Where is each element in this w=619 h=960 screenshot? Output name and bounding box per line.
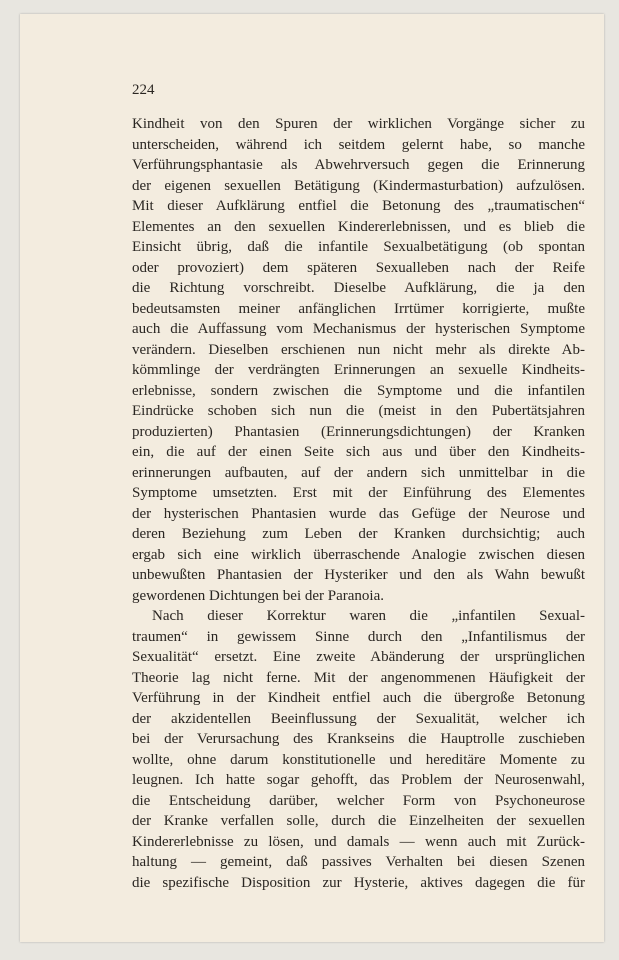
text-line: Eindrücke schoben sich nun die (meist in den Pubertätsjahren [132,403,585,419]
text-line: Theorie lag nicht ferne. Mit der angenommenen Häufigkeit der [132,669,585,686]
text-line: Verführungsphantasie als Abwehrversuch gegen die Erinnerung [132,157,585,173]
text-line: oder provoziert) dem späteren Sexualleben nach der Reife [132,259,585,276]
text-line: die Richtung vorschreibt. Dieselbe Aufklärung, die ja den [132,280,585,296]
text-line: der hysterischen Phantasien wurde das Gefüge der Neurose und [132,505,585,522]
text-line: Kindererlebnisse zu lösen, und damals — wenn auch mit Zurück- [132,833,585,850]
text-line: Symptome umsetzten. Erst mit der Einführung des Elementes [132,485,585,501]
text-line: erinnerungen aufbauten, auf der andern sich unmittelbar in die [132,464,585,481]
paragraph-end-line: gewordenen Dichtungen bei der Paranoia. [132,587,384,604]
text-line: unterscheiden, während ich seitdem gelernt habe, so manche [132,136,585,153]
text-line: bei der Verursachung des Krankseins die Hauptrolle zuschieben [132,731,585,747]
text-line: leugnen. Ich hatte sogar gehofft, das Problem der Neurosenwahl, [132,772,585,788]
text-line: verändern. Dieselben erschienen nun nicht mehr als direkte Ab- [132,341,585,358]
body-text [132,114,585,893]
text-line: der eigenen sexuellen Betätigung (Kindermasturbation) aufzulösen. [132,177,585,194]
text-line: erlebnisse, sondern zwischen die Symptome und die infantilen [132,382,585,399]
text-line: die spezifische Disposition zur Hysterie, aktives dagegen die für [132,874,585,891]
text-line: Mit dieser Aufklärung entfiel die Betonung des „traumatischen“ [132,198,585,214]
text-line: die Entscheidung darüber, welcher Form von Psychoneurose [132,792,585,809]
text-line: auch die Auffassung vom Mechanismus der hysterischen Symptome [132,321,585,337]
text-line: kömmlinge der verdrängten Erinnerungen an sexuelle Kindheits- [132,362,585,378]
text-line: der akzidentellen Beeinflussung der Sexualität, welcher ich [132,710,585,727]
text-line: bedeutsamsten meiner anfänglichen Irrtümer korrigierte, mußte [132,300,585,317]
text-line: traumen“ in gewissem Sinne durch den „Infantilismus der [132,628,585,645]
text-line: ergab sich eine wirklich überraschende Analogie zwischen diesen [132,546,585,563]
text-line: Verführung in der Kindheit entfiel auch die übergroße Betonung [132,690,585,706]
text-line: haltung — gemeint, daß passives Verhalten bei diesen Szenen [132,854,585,870]
text-line: Einsicht übrig, daß die infantile Sexualbetätigung (ob spontan [132,239,585,255]
text-line: produzierten) Phantasien (Erinnerungsdichtungen) der Kranken [132,423,585,440]
paragraph-start-line: Nach dieser Korrektur waren die „infantilen Sexual- [152,608,585,624]
text-line: deren Beziehung zum Leben der Kranken durchsichtig; auch [132,526,585,542]
text-line: Sexualität“ ersetzt. Eine zweite Abänderung der ursprünglichen [132,649,585,665]
text-line: wollte, ohne darum konstitutionelle und hereditäre Momente zu [132,751,585,768]
text-line: Elementes an den sexuellen Kindererlebnissen, und es blieb die [132,218,585,235]
text-line: ein, die auf der einen Seite sich aus und über den Kindheits- [132,444,585,460]
text-line: Kindheit von den Spuren der wirklichen Vorgänge sicher zu [132,116,585,132]
page-number: 224 [132,82,155,98]
book-page [20,14,604,942]
text-line: unbewußten Phantasien der Hysteriker und den als Wahn bewußt [132,567,585,583]
text-line: der Kranke verfallen solle, durch die Einzelheiten der sexuellen [132,813,585,829]
